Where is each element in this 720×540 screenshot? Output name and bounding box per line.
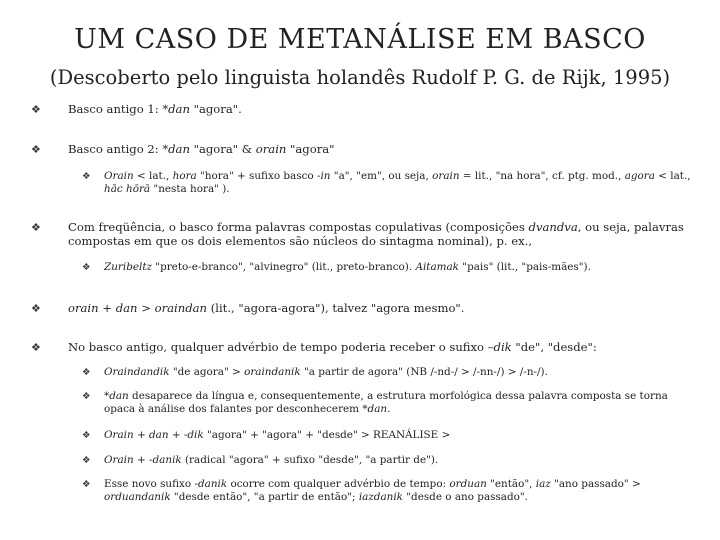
diamond-bullet-icon: ❖ bbox=[82, 391, 91, 402]
diamond-bullet-icon: ❖ bbox=[31, 103, 41, 116]
sub-bullet-item: *dan desaparece da língua e, consequentemente, a estrutura morfológica dessa palavra composta se torna opaca à análise dos falantes por desconhecerem *dan. bbox=[104, 390, 668, 415]
diamond-bullet-icon: ❖ bbox=[82, 171, 91, 182]
diamond-bullet-icon: ❖ bbox=[31, 302, 41, 315]
bullet-item: orain + dan > oraindan (lit., "agora-agora"), talvez "agora mesmo". bbox=[68, 301, 465, 315]
diamond-bullet-icon: ❖ bbox=[82, 455, 91, 466]
sub-bullet-item: Orain < lat., hora "hora" + sufixo basco -in "a", "em", ou seja, orain = lit., "na hora", cf. ptg. mod., agora < lat., hāc hōrā "nesta hora" ). bbox=[104, 170, 691, 195]
bullet-item: Basco antigo 1: *dan "agora". bbox=[68, 102, 242, 116]
sub-bullet-item: Orain + -danik (radical "agora" + sufixo "desde", "a partir de"). bbox=[104, 454, 439, 466]
bullet-item: Com freqüência, o basco forma palavras compostas copulativas (composições dvandva, ou seja, palavras compostas em que os dois elementos são núcleos do sintagma nominal), p. ex., bbox=[68, 220, 684, 248]
diamond-bullet-icon: ❖ bbox=[31, 341, 41, 354]
diamond-bullet-icon: ❖ bbox=[82, 430, 91, 441]
diamond-bullet-icon: ❖ bbox=[31, 143, 41, 156]
bullet-item: No basco antigo, qualquer advérbio de tempo poderia receber o sufixo –dik "de", "desde": bbox=[68, 340, 597, 354]
diamond-bullet-icon: ❖ bbox=[82, 479, 91, 490]
slide-subtitle: (Descoberto pelo linguista holandês Rudolf P. G. de Rijk, 1995) bbox=[49, 66, 671, 89]
sub-bullet-item: Esse novo sufixo -danik ocorre com qualquer advérbio de tempo: orduan "então", iaz "ano passado" > orduandanik "desde então", "a partir de então"; iazdanik "desde o ano passado". bbox=[104, 478, 641, 503]
slide-title: UM CASO DE METANÁLISE EM BASCO bbox=[74, 24, 646, 55]
diamond-bullet-icon: ❖ bbox=[31, 221, 41, 234]
diamond-bullet-icon: ❖ bbox=[82, 367, 91, 378]
bullet-item: Basco antigo 2: *dan "agora" & orain "agora" bbox=[68, 142, 335, 156]
diamond-bullet-icon: ❖ bbox=[82, 262, 91, 273]
sub-bullet-item: Oraindandik "de agora" > oraindanik "a partir de agora" (NB /-nd-/ > /-nn-/) > /-n-/). bbox=[104, 366, 548, 378]
sub-bullet-item: Zuribeltz "preto-e-branco", "alvinegro" (lit., preto-branco). Aitamak "pais" (lit., "pais-mães"). bbox=[104, 261, 591, 273]
sub-bullet-item: Orain + dan + -dik "agora" + "agora" + "desde" > REANÁLISE > bbox=[104, 429, 451, 441]
